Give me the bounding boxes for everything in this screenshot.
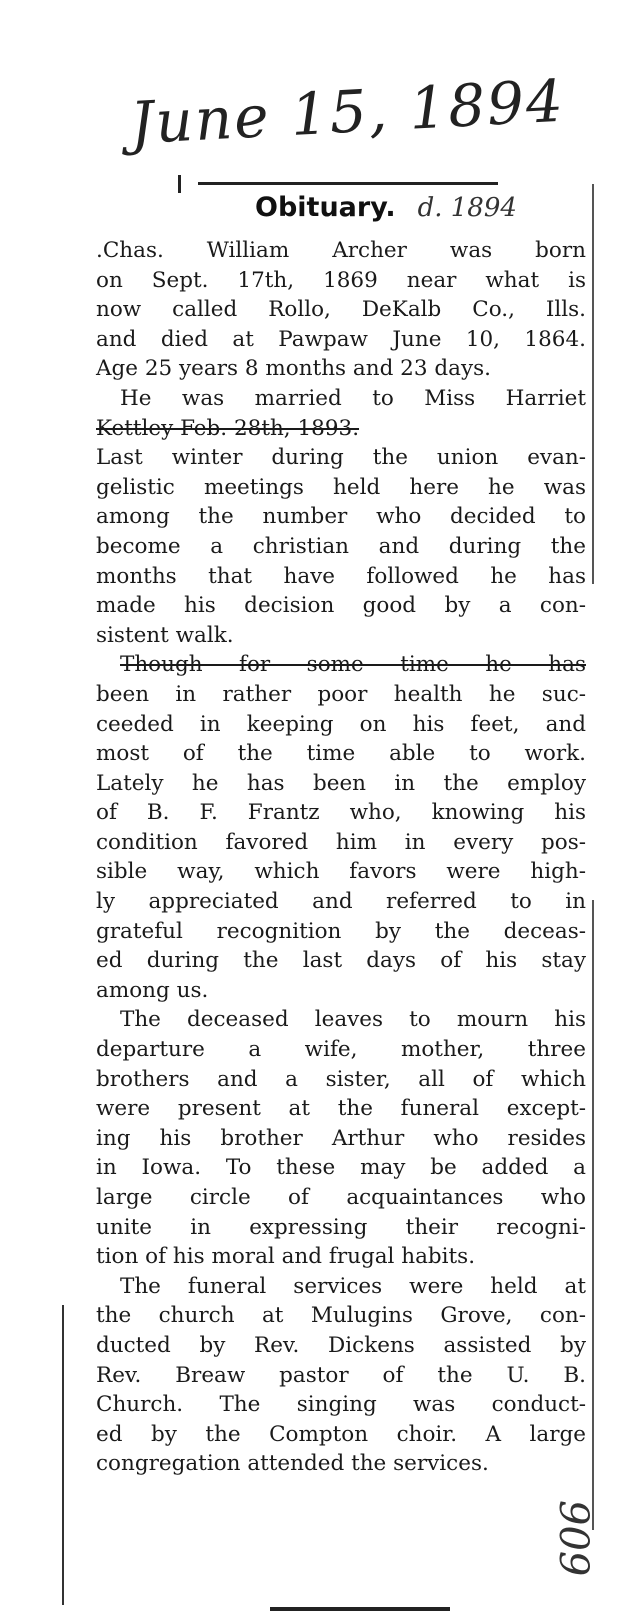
article-line: and died at Pawpaw June 10, 1864. [96,326,586,352]
article-line: among the number who decided to [96,504,586,530]
article-line: tion of his moral and frugal habits. [96,1244,476,1270]
article-line: Church. The singing was conduct- [96,1392,586,1418]
title-row [255,192,517,236]
article-line: Age 25 years 8 months and 23 days. [96,356,491,382]
article-line: ed by the Compton choir. A large [96,1421,586,1447]
article-line: unite in expressing their recogni- [96,1214,586,1240]
top-tick-mark [178,175,181,193]
article-line: the church at Mulugins Grove, con- [96,1303,586,1329]
top-divider-rule [198,182,498,185]
article-line: gelistic meetings held here he was [96,474,586,500]
article-line: Lately he has been in the employ [96,770,586,796]
article-line: were present at the funeral except- [96,1096,586,1122]
column-border-right-lower [592,900,594,1530]
handwritten-date: June 15, 1894 [128,66,567,158]
article-line: now called Rollo, DeKalb Co., Ills. [96,297,586,323]
article-line: condition favored him in every pos- [96,829,586,855]
article-line: among us. [96,977,209,1003]
article-line: brothers and a sister, all of which [96,1066,586,1092]
article-line: departure a wife, mother, three [96,1037,586,1063]
article-line: Kettley Feb. 28th, 1893. [96,415,360,441]
article-line: of B. F. Frantz who, knowing his [96,800,586,826]
article-line: become a christian and during the [96,533,586,559]
article-line: Though for some time he has [120,652,586,678]
article-line: ly appreciated and referred to in [96,889,586,915]
article-line: He was married to Miss Harriet [120,385,586,411]
article-line: sible way, which favors were high- [96,859,586,885]
article-line: ed during the last days of his stay [96,948,586,974]
article-line: been in rather poor health he suc- [96,681,586,707]
article-line: .Chas. William Archer was born [96,238,586,263]
handwritten-page-number: 909 [550,1500,596,1577]
article-line: congregation attended the services. [96,1451,489,1477]
article-line: sistent walk. [96,622,234,648]
column-border-left [62,1305,64,1605]
article-line: ing his brother Arthur who resides [96,1125,586,1151]
article-line: grateful recognition by the deceas- [96,918,586,944]
article-line: ducted by Rev. Dickens assisted by [96,1332,586,1358]
column-border-right [592,184,594,584]
article-line: large circle of acquaintances who [96,1185,586,1210]
article-title: Obituary. [255,192,396,223]
article-line: on Sept. 17th, 1869 near what is [96,267,586,293]
bottom-divider-rule [270,1607,450,1611]
article-line: most of the time able to work. [96,741,586,767]
article-line: ceeded in keeping on his feet, and [96,711,586,737]
article-line: The funeral services were held at [120,1273,586,1299]
article-line: in Iowa. To these may be added a [96,1155,586,1181]
handwritten-death-year-note: d. 1894 [417,193,517,223]
article-line: months that have followed he has [96,563,586,589]
article-line: Rev. Breaw pastor of the U. B. [96,1362,586,1388]
article-line: The deceased leaves to mourn his [120,1007,586,1033]
obituary-article-body [96,236,586,1479]
article-line: made his decision good by a con- [96,593,586,619]
article-line: Last winter during the union evan- [96,445,586,471]
